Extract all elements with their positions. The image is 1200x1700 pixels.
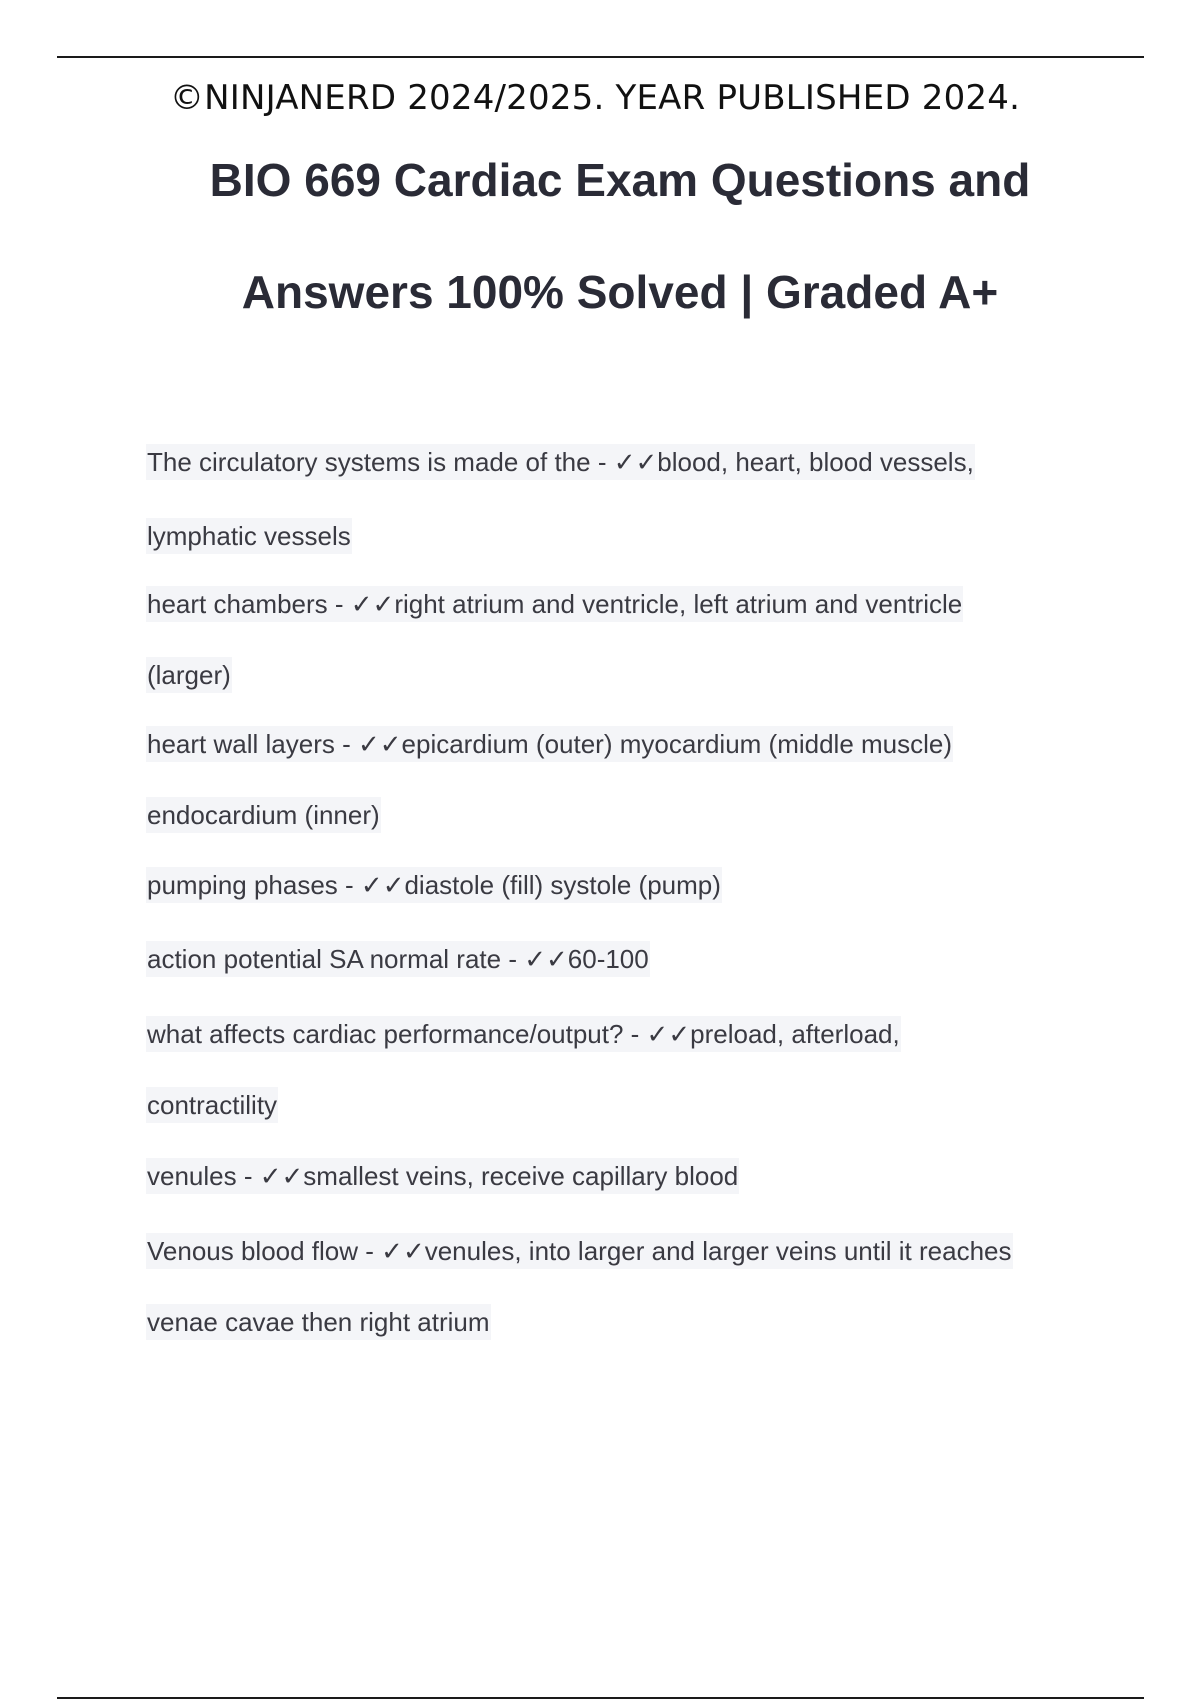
qa-line-2: lymphatic vessels — [146, 518, 352, 554]
qa-line-12: Venous blood flow - ✓✓venules, into larger and larger veins until it reaches — [146, 1233, 1013, 1269]
qa-line-8: action potential SA normal rate - ✓✓60-100 — [146, 941, 650, 977]
qa-line-3: heart chambers - ✓✓right atrium and ventricle, left atrium and ventricle — [146, 586, 963, 622]
qa-line-13: venae cavae then right atrium — [146, 1304, 491, 1340]
top-rule — [57, 56, 1144, 58]
qa-line-9: what affects cardiac performance/output? - ✓✓preload, afterload, — [146, 1016, 901, 1052]
qa-line-1: The circulatory systems is made of the - ✓✓blood, heart, blood vessels, — [146, 444, 975, 480]
document-title-line-1: BIO 669 Cardiac Exam Questions and — [209, 154, 1031, 206]
qa-line-11: venules - ✓✓smallest veins, receive capillary blood — [146, 1158, 739, 1194]
document-title-line-2: Answers 100% Solved | Graded A+ — [241, 266, 999, 318]
qa-line-6: endocardium (inner) — [146, 797, 381, 833]
qa-line-10: contractility — [146, 1087, 278, 1123]
qa-line-4: (larger) — [146, 657, 232, 693]
copyright-header: ©NINJANERD 2024/2025. YEAR PUBLISHED 2024. — [169, 78, 1021, 118]
qa-line-7: pumping phases - ✓✓diastole (fill) systole (pump) — [146, 867, 722, 903]
bottom-rule — [57, 1697, 1144, 1699]
qa-line-5: heart wall layers - ✓✓epicardium (outer) myocardium (middle muscle) — [146, 726, 953, 762]
